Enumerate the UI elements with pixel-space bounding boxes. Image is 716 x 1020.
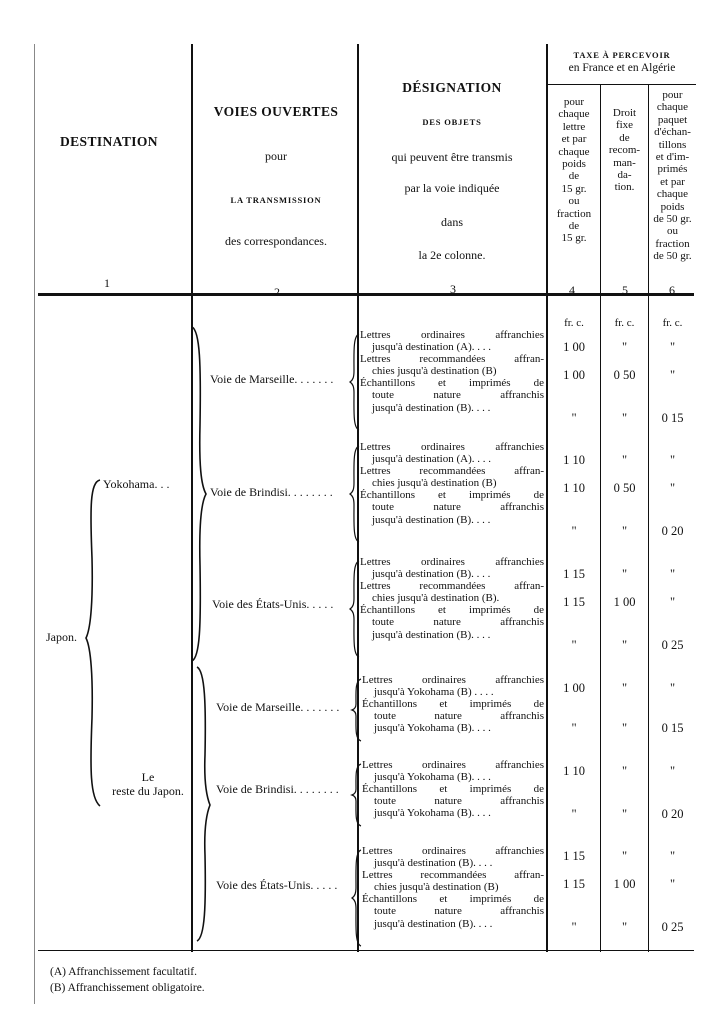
entry-group-6 <box>362 845 544 930</box>
header-line: de <box>619 131 630 144</box>
destination-yokohama: Yokohama. . . <box>103 477 170 491</box>
value-c4-row-8: 1 15 <box>563 595 585 609</box>
brace-entries-1 <box>349 333 361 431</box>
value-c5-row-6: " <box>621 524 628 538</box>
designation-line: jusqu'à destination (B). . . . <box>374 857 493 870</box>
value-c4-row-1: 1 00 <box>563 340 585 354</box>
header-line: chaque <box>558 145 590 158</box>
value-c5-row-9: " <box>621 638 628 652</box>
designation-line: jusqu'à destination (A). . . . <box>372 341 491 354</box>
value-c4-row-4: 1 10 <box>563 453 585 467</box>
voie-label-1: Voie de Marseille. . . . . . . <box>210 372 334 386</box>
value-c4-row-10: 1 00 <box>563 681 585 695</box>
header-line: chaque <box>656 101 689 114</box>
value-c5-row-16: " <box>621 920 628 934</box>
voie-label-3: Voie des États-Unis. . . . . <box>212 597 334 611</box>
value-c5-row-11: " <box>621 721 628 735</box>
taxe-header: TAXE À PERCEVOIR <box>573 50 671 60</box>
value-c4-row-3: " <box>571 411 577 425</box>
taxe-subheader: en France et en Algérie <box>568 62 676 74</box>
value-c5-row-2: 0 50 <box>613 368 636 382</box>
footnote-a: (A) Affranchissement facultatif. <box>50 966 197 978</box>
header-line: de <box>568 170 580 183</box>
left-margin-line <box>34 44 35 1004</box>
designation-line: toute nature affranchis <box>374 905 544 918</box>
brace-entries-5 <box>351 763 363 827</box>
designation-line: jusqu'à destination (B). . . . <box>372 513 491 526</box>
value-c6-row-9: 0 25 <box>661 638 684 652</box>
designation-line: Lettres ordinaires affranchies <box>360 441 544 453</box>
value-c6-row-6: 0 20 <box>661 524 684 538</box>
value-c6-row-11: 0 15 <box>661 721 684 735</box>
value-c6-row-16: 0 25 <box>661 920 684 934</box>
destination-japon: Japon. <box>46 630 77 644</box>
header-line: tion. <box>614 181 635 194</box>
destination-reste-japon: reste du Japon. <box>112 784 184 798</box>
header-line: da- <box>617 169 632 182</box>
header-line: et d'im- <box>655 151 690 164</box>
value-c4-row-13: " <box>571 807 577 821</box>
value-c4-row-14: 1 15 <box>563 849 585 863</box>
entry-group-2 <box>360 441 544 526</box>
designation-line: jusqu'à destination (A). . . . <box>372 453 491 466</box>
voie-label-5: Voie de Brindisi. . . . . . . . <box>216 782 339 796</box>
designation-transmis: qui peuvent être transmis <box>391 150 513 164</box>
designation-line: Lettres ordinaires affranchies <box>362 759 544 771</box>
header-line: paquet <box>657 113 688 126</box>
col-number-3: 3 <box>450 282 456 296</box>
designation-line: Échantillons et imprimés de <box>362 698 544 711</box>
value-c6-row-10: " <box>669 681 676 695</box>
value-c5-row-13: " <box>621 807 628 821</box>
designation-line: chies jusqu'à destination (B) <box>372 365 497 378</box>
value-c4-row-7: 1 15 <box>563 567 585 581</box>
header-rule <box>38 293 694 296</box>
brace-japon <box>84 478 104 808</box>
destination-reste-le: Le <box>141 770 155 784</box>
header-line: ou <box>568 195 580 208</box>
taxe-underline <box>546 84 696 85</box>
col-number-1: 1 <box>104 276 110 290</box>
designation-line: Échantillons et imprimés de <box>360 377 544 390</box>
value-c6-row-13: 0 20 <box>661 807 684 821</box>
header-line: Droit <box>612 107 637 119</box>
unit-col6: fr. c. <box>662 317 683 329</box>
designation-line: chies jusqu'à destination (B) <box>372 477 497 490</box>
col-number-5: 5 <box>622 283 628 297</box>
voies-header-transmission: LA TRANSMISSION <box>230 195 322 205</box>
col5-header <box>601 107 648 194</box>
entry-group-5 <box>362 759 544 819</box>
brace-entries-4 <box>351 678 363 742</box>
entry-group-3 <box>360 556 544 641</box>
designation-line: jusqu'à destination (B). . . . <box>372 568 491 581</box>
designation-line: jusqu'à Yokohama (B). . . . <box>374 722 491 735</box>
header-line: pour <box>662 89 683 101</box>
designation-line: jusqu'à Yokohama (B). . . . <box>374 771 491 784</box>
header-line: fraction <box>556 207 592 220</box>
value-c5-row-5: 0 50 <box>613 481 636 495</box>
voie-label-2: Voie de Brindisi. . . . . . . . <box>210 485 333 499</box>
designation-line: jusqu'à destination (B). . . . <box>374 917 493 930</box>
col4-header <box>548 96 600 245</box>
designation-voie: par la voie indiquée <box>404 181 500 195</box>
designation-line: toute nature affranchis <box>374 710 544 723</box>
header-line: ou <box>667 225 678 238</box>
value-c4-row-6: " <box>571 524 577 538</box>
value-c5-row-8: 1 00 <box>613 595 636 609</box>
value-c4-row-16: " <box>571 920 577 934</box>
designation-line: Lettres recommandées affran- <box>362 869 544 882</box>
designation-line: jusqu'à destination (B). . . . <box>372 401 491 414</box>
value-c6-row-4: " <box>669 453 676 467</box>
designation-line: Échantillons et imprimés de <box>360 604 544 617</box>
col6-header <box>649 89 696 263</box>
designation-line: toute nature affranchis <box>374 795 544 808</box>
brace-reste <box>195 665 213 945</box>
footnote-b: (B) Affranchissement obligatoire. <box>50 982 205 994</box>
value-c5-row-7: " <box>621 567 628 581</box>
designation-header: DÉSIGNATION <box>402 80 502 95</box>
voies-header-correspondances: des correspondances. <box>225 234 327 248</box>
header-line: et par <box>561 133 587 146</box>
header-line: chaque <box>656 188 689 201</box>
value-c6-row-12: " <box>669 764 676 778</box>
header-line: d'échan- <box>654 126 691 139</box>
header-line: de 50 gr. <box>653 250 692 263</box>
value-c4-row-9: " <box>571 638 577 652</box>
value-c6-row-2: " <box>669 368 676 382</box>
designation-line: jusqu'à Yokohama (B). . . . <box>374 807 491 820</box>
header-line: man- <box>613 156 636 169</box>
col-number-6: 6 <box>669 283 675 297</box>
value-c6-row-5: " <box>669 481 676 495</box>
value-c4-row-12: 1 10 <box>563 764 585 778</box>
header-line: chaque <box>558 108 590 121</box>
brace-entries-6 <box>351 849 363 947</box>
header-line: pour <box>563 96 585 108</box>
value-c5-row-12: " <box>621 764 628 778</box>
destination-header: DESTINATION <box>60 134 158 149</box>
header-line: de <box>568 220 580 233</box>
designation-line: Lettres recommandées affran- <box>360 353 544 366</box>
header-line: tillons <box>658 138 687 151</box>
header-line: et par <box>660 175 685 188</box>
brace-yokohama <box>190 325 208 663</box>
value-c4-row-15: 1 15 <box>563 877 585 891</box>
value-c5-row-15: 1 00 <box>613 877 636 891</box>
header-line: lettre <box>562 120 586 133</box>
value-c6-row-1: " <box>669 340 676 354</box>
value-c5-row-14: " <box>621 849 628 863</box>
voies-header: VOIES OUVERTES <box>213 104 339 119</box>
designation-colonne: la 2e colonne. <box>418 248 486 262</box>
voie-label-4: Voie de Marseille. . . . . . . <box>216 700 340 714</box>
header-line: primés <box>657 163 688 176</box>
brace-entries-2 <box>349 445 361 543</box>
brace-entries-3 <box>349 560 361 658</box>
designation-line: Échantillons et imprimés de <box>360 489 544 502</box>
voies-header-pour: pour <box>265 149 287 163</box>
header-line: fraction <box>655 237 690 250</box>
header-line: fixe <box>615 119 634 132</box>
designation-line: Lettres recommandées affran- <box>360 465 544 478</box>
designation-line: chies jusqu'à destination (B) <box>374 881 499 894</box>
designation-line: toute nature affranchis <box>372 616 544 629</box>
header-line: poids <box>562 158 586 171</box>
voie-label-6: Voie des États-Unis. . . . . <box>216 878 338 892</box>
value-c6-row-14: " <box>669 849 676 863</box>
value-c5-row-1: " <box>621 340 628 354</box>
value-c4-row-11: " <box>571 721 577 735</box>
designation-line: Lettres ordinaires affranchies <box>360 556 544 568</box>
value-c4-row-5: 1 10 <box>563 481 585 495</box>
designation-line: jusqu'à destination (B). . . . <box>372 628 491 641</box>
designation-line: Échantillons et imprimés de <box>362 893 544 906</box>
entry-group-4 <box>362 674 544 734</box>
value-c4-row-2: 1 00 <box>563 368 585 382</box>
value-c6-row-8: " <box>669 595 676 609</box>
bottom-rule <box>38 950 694 951</box>
unit-col4: fr. c. <box>564 317 584 329</box>
value-c6-row-3: 0 15 <box>661 411 684 425</box>
value-c6-row-7: " <box>669 567 676 581</box>
header-line: 15 gr. <box>561 182 587 195</box>
value-c5-row-10: " <box>621 681 628 695</box>
designation-dans: dans <box>441 215 463 229</box>
header-line: poids <box>660 200 685 213</box>
value-c6-row-15: " <box>669 877 676 891</box>
header-line: recom- <box>608 144 641 157</box>
entry-group-1 <box>360 329 544 414</box>
designation-line: Lettres ordinaires affranchies <box>360 329 544 341</box>
unit-col5: fr. c. <box>614 317 635 329</box>
col-number-4: 4 <box>569 283 575 297</box>
designation-objets: DES OBJETS <box>422 117 482 127</box>
designation-line: Lettres recommandées affran- <box>360 580 544 593</box>
designation-line: toute nature affranchis <box>372 501 544 514</box>
header-line: 15 gr. <box>561 232 587 245</box>
designation-line: toute nature affranchis <box>372 389 544 402</box>
designation-line: jusqu'à Yokohama (B) . . . . <box>374 686 494 699</box>
designation-line: chies jusqu'à destination (B). <box>372 592 500 605</box>
designation-line: Lettres ordinaires affranchies <box>362 674 544 686</box>
value-c5-row-4: " <box>621 453 628 467</box>
designation-line: Lettres ordinaires affranchies <box>362 845 544 857</box>
value-c5-row-3: " <box>621 411 628 425</box>
designation-line: Échantillons et imprimés de <box>362 783 544 796</box>
col-number-2: 2 <box>274 285 280 299</box>
header-line: de 50 gr. <box>653 213 692 226</box>
